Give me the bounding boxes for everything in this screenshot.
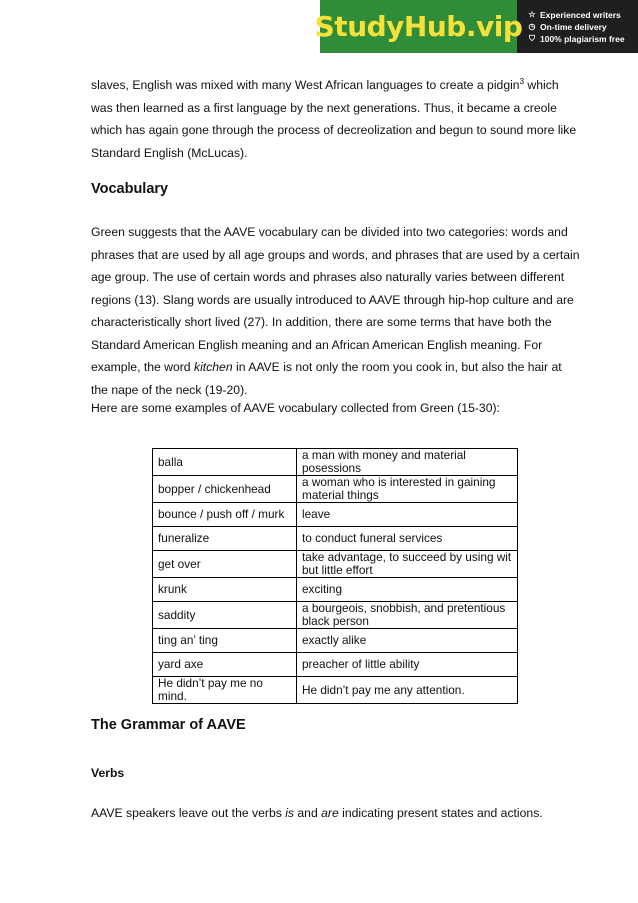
banner-taglines bbox=[517, 0, 638, 53]
vocabulary-table bbox=[152, 448, 518, 704]
term-cell: ting an’ ting bbox=[153, 629, 297, 653]
term-cell: saddity bbox=[153, 602, 297, 629]
verbs-paragraph: AAVE speakers leave out the verbs is and are indicating present states and actions. bbox=[91, 806, 543, 820]
table-row bbox=[153, 578, 518, 602]
vocabulary-paragraph: Green suggests that the AAVE vocabulary can be divided into two categories: words and phrases that are used by all age groups and words, and phrases that are used by a certain age group. The use of certain words and phrases also naturally varies between different regions (13). Slang words are usually introduced to AAVE through hip-hop culture and are characteristically short lived (27). In addition, there are some terms that have both the Standard American English meaning and an African American English meaning. For example, the word kitchen in AAVE is not only the room you cook in, but also the hair at the nape of the neck (19-20). bbox=[91, 225, 580, 397]
meaning-cell: a bourgeois, snobbish, and pretentious black person bbox=[297, 602, 518, 629]
term-cell: bounce / push off / murk bbox=[153, 503, 297, 527]
meaning-cell: take advantage, to succeed by using wit but little effort bbox=[297, 551, 518, 578]
meaning-cell: exactly alike bbox=[297, 629, 518, 653]
table-row bbox=[153, 629, 518, 653]
meaning-cell: leave bbox=[297, 503, 518, 527]
table-row bbox=[153, 653, 518, 677]
table-row bbox=[153, 602, 518, 629]
term-cell: yard axe bbox=[153, 653, 297, 677]
table-row bbox=[153, 551, 518, 578]
tagline-plagiarism: ⛉ 100% plagiarism free bbox=[529, 33, 625, 44]
table-row bbox=[153, 527, 518, 551]
intro-paragraph: slaves, English was mixed with many West African languages to create a pidgin$^3$ which was then learned as a first language by the next generations. Thus, it became a creole which has again gone through the process of decreolization and begun to sound more like Standard English (McLucas). bbox=[91, 76, 577, 160]
examples-intro: Here are some examples of AAVE vocabulary collected from Green (15-30): bbox=[91, 401, 500, 415]
term-cell: funeralize bbox=[153, 527, 297, 551]
meaning-cell: preacher of little ability bbox=[297, 653, 518, 677]
studyhub-banner[interactable] bbox=[314, 0, 638, 53]
meaning-cell: a woman who is interested in gaining material things bbox=[297, 476, 518, 503]
term-cell: bopper / chickenhead bbox=[153, 476, 297, 503]
term-cell: krunk bbox=[153, 578, 297, 602]
table-row bbox=[153, 677, 518, 704]
meaning-cell: exciting bbox=[297, 578, 518, 602]
term-cell: get over bbox=[153, 551, 297, 578]
grammar-heading: The Grammar of AAVE bbox=[91, 717, 246, 733]
tagline-delivery: ◷ On-time delivery bbox=[528, 21, 607, 32]
meaning-cell: He didn’t pay me any attention. bbox=[297, 677, 518, 704]
meaning-cell: a man with money and material posessions bbox=[297, 449, 518, 476]
table-row bbox=[153, 503, 518, 527]
meaning-cell: to conduct funeral services bbox=[297, 527, 518, 551]
tagline-experienced: ☆ Experienced writers bbox=[528, 9, 621, 20]
shield-icon: ⛉ bbox=[529, 33, 535, 43]
term-cell: He didn’t pay me no mind. bbox=[153, 677, 297, 704]
verbs-heading: Verbs bbox=[91, 766, 125, 780]
clock-icon: ◷ bbox=[528, 21, 536, 31]
studyhub-logo: StudyHub.vip bbox=[320, 0, 517, 53]
term-cell: balla bbox=[153, 449, 297, 476]
kitchen-term: kitchen bbox=[193, 360, 233, 374]
vocabulary-heading: Vocabulary bbox=[91, 181, 169, 197]
table-row bbox=[153, 449, 518, 476]
star-icon: ☆ bbox=[528, 9, 536, 19]
table-row bbox=[153, 476, 518, 503]
footnote-marker: 3 bbox=[519, 76, 525, 86]
